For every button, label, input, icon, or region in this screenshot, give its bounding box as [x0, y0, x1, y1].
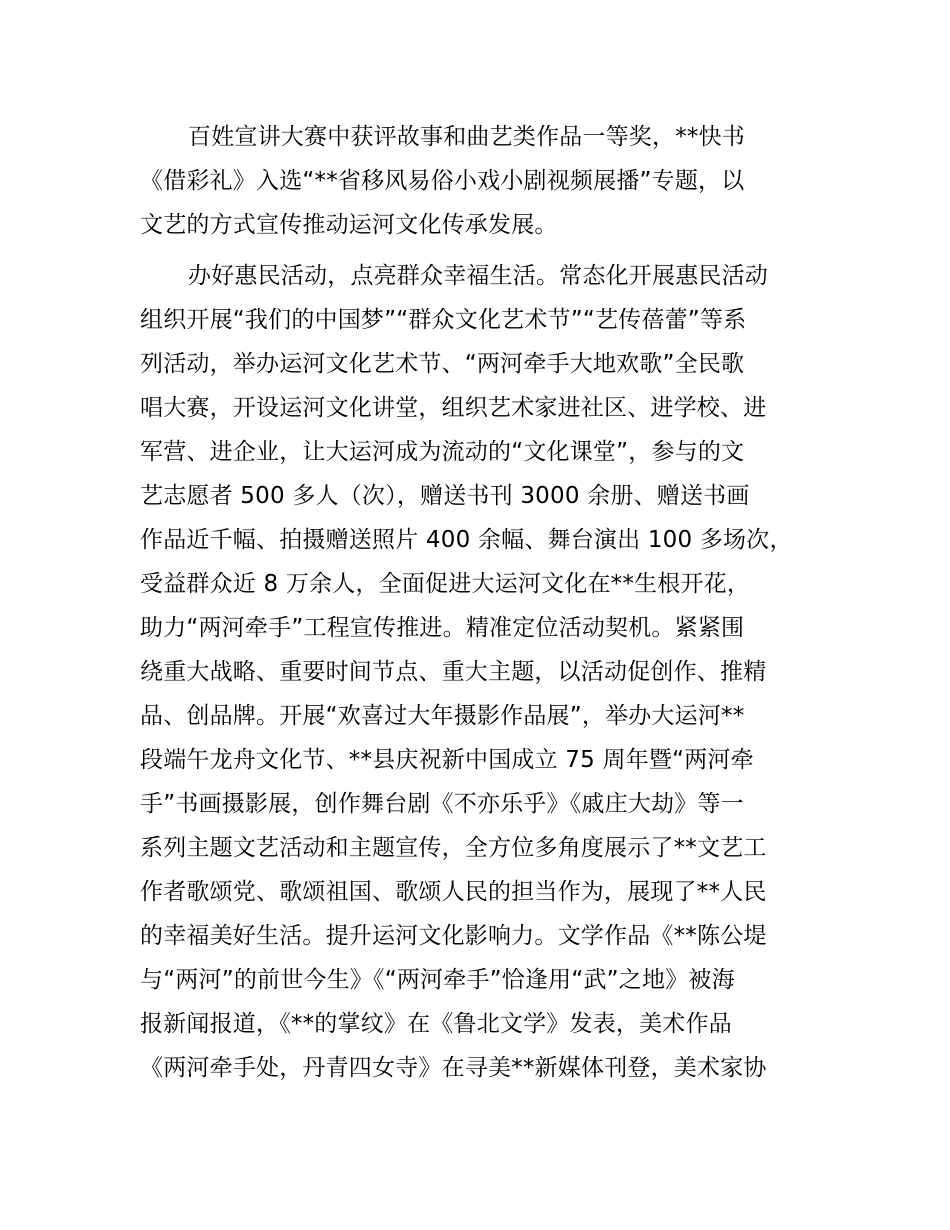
- text-line: 助力“两河牵手”工程宣传推进。精准定位活动契机。紧紧围: [140, 615, 745, 641]
- text-line: 作品近千幅、拍摄赠送照片 400 余幅、舞台演出 100 多场次，: [140, 527, 793, 553]
- text-line: 艺志愿者 500 多人（次），赠送书刊 3000 余册、赠送书画: [140, 483, 750, 509]
- text-line: 的幸福美好生活。提升运河文化影响力。文学作品《**陈公堤: [140, 923, 767, 949]
- text-line: 作者歌颂党、歌颂祖国、歌颂人民的担当作为，展现了**人民: [140, 879, 767, 905]
- text-line: 手”书画摄影展，创作舞台剧《不亦乐乎》《戚庄大劫》等一: [140, 791, 744, 817]
- text-line: 唱大赛，开设运河文化讲堂，组织艺术家进社区、进学校、进: [140, 395, 767, 421]
- text-line: 《借彩礼》入选“**省移风易俗小戏小剧视频展播”专题，以: [140, 168, 745, 194]
- text-line: 绕重大战略、重要时间节点、重大主题，以活动促创作、推精: [140, 659, 767, 685]
- text-line: 办好惠民活动，点亮群众幸福生活。常态化开展惠民活动: [188, 263, 768, 289]
- text-line: 与“两河”的前世今生》《“两河牵手”恰逢用“武”之地》被海: [140, 967, 735, 993]
- text-line: 报新闻报道，《**的掌纹》在《鲁北文学》发表，美术作品: [140, 1011, 732, 1037]
- text-line: 段端午龙舟文化节、**县庆祝新中国成立 75 周年暨“两河牵: [140, 747, 754, 773]
- text-line: 百姓宣讲大赛中获评故事和曲艺类作品一等奖，**快书: [188, 124, 745, 150]
- text-line: 受益群众近 8 万余人，全面促进大运河文化在**生根开花，: [140, 571, 751, 597]
- text-line: 文艺的方式宣传推动运河文化传承发展。: [140, 212, 558, 238]
- text-line: 列活动，举办运河文化艺术节、“两河牵手大地欢歌”全民歌: [140, 351, 745, 377]
- text-line: 品、创品牌。开展“欢喜过大年摄影作品展”，举办大运河**: [140, 703, 745, 729]
- text-line: 军营、进企业，让大运河成为流动的“文化课堂”，参与的文: [140, 439, 745, 465]
- text-line: 组织开展“我们的中国梦”“群众文化艺术节”“艺传蓓蕾”等系: [140, 307, 747, 333]
- text-line: 《两河牵手处，丹青四女寺》在寻美**新媒体刊登，美术家协: [140, 1055, 767, 1081]
- text-line: 系列主题文艺活动和主题宣传，全方位多角度展示了**文艺工: [140, 835, 767, 861]
